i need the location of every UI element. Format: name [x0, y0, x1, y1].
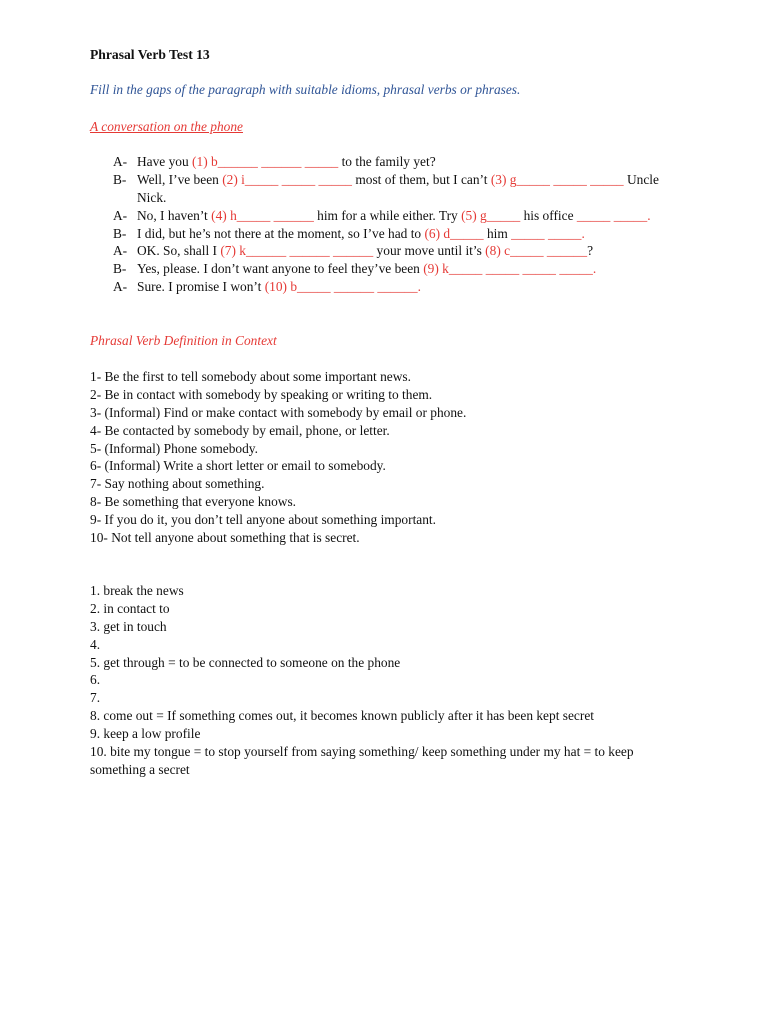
answer-item: 5. get through = to be connected to someone on the phone: [90, 654, 401, 670]
gap-blank: (6) d_____: [424, 225, 484, 241]
gap-blank: (1) b______ ______ _____: [192, 154, 339, 169]
dialogue-line: [113, 171, 713, 189]
definition-item: 3- (Informal) Find or make contact with somebody by email or phone.: [90, 404, 467, 420]
dialogue-line: [113, 207, 713, 225]
definition-item: 1- Be the first to tell somebody about some important news.: [90, 369, 411, 384]
dialogue-line: [113, 242, 713, 260]
answer-item: 9. keep a low profile: [90, 726, 201, 742]
dialogue-fragment: Yes, please. I don’t want anyone to feel they’ve been: [137, 261, 424, 277]
definitions-title: Phrasal Verb Definition in Context: [90, 333, 277, 348]
dialogue-line: [113, 225, 713, 243]
gap-blank: (4) h_____ ______: [211, 207, 314, 223]
answer-item: 3. get in touch: [90, 618, 167, 634]
definition-item: 7- Say nothing about something.: [90, 476, 265, 492]
gap-blank: (3) g_____ _____ _____: [490, 171, 624, 187]
speaker-label: A-: [113, 154, 128, 169]
dialogue-fragment: Uncle: [623, 171, 659, 187]
gap-blank: (9) k_____ _____ _____ _____.: [423, 261, 597, 277]
gap-blank: _____ _____.: [511, 225, 585, 241]
instructions: Fill in the gaps of the paragraph with suitable idioms, phrasal verbs or phrases.: [90, 82, 521, 97]
definition-item: 10- Not tell anyone about something that is secret.: [90, 530, 360, 546]
definition-item: 5- (Informal) Phone somebody.: [90, 440, 258, 456]
definition-item: 9- If you do it, you don’t tell anyone about something important.: [90, 512, 436, 528]
gap-blank: (5) g_____: [461, 207, 521, 223]
dialogue-fragment: Nick.: [137, 189, 167, 205]
dialogue-fragment: most of them, but I can’t: [352, 171, 491, 187]
dialogue-text: [137, 189, 166, 207]
dialogue-text: [137, 242, 593, 260]
answer-item: 10. bite my tongue = to stop yourself from saying something/ keep something under my hat = to keep something a secret: [90, 744, 634, 777]
dialogue-text: [137, 153, 436, 171]
definition-item: 2- Be in contact with somebody by speaking or writing to them.: [90, 386, 433, 402]
dialogue-line: [113, 278, 713, 296]
gap-blank: _____ _____.: [576, 207, 651, 223]
speaker-label: A-: [113, 243, 128, 259]
dialogue-line: [113, 260, 713, 278]
dialogue-text: [137, 278, 421, 296]
speaker-label: A-: [113, 279, 128, 295]
gap-blank: (10) b_____ ______ ______.: [264, 279, 421, 295]
definitions-list: [90, 368, 466, 547]
answer-item: 2. in contact to: [90, 600, 170, 616]
answer-item: 7.: [90, 690, 101, 706]
dialogue-fragment: him for a while either. Try: [313, 207, 462, 223]
dialogue-text: [137, 207, 651, 225]
gap-blank: (2) i_____ _____ _____: [222, 171, 352, 187]
page-title: Phrasal Verb Test 13: [90, 47, 210, 62]
speaker-label: B-: [113, 225, 127, 241]
dialogue-fragment: his office: [520, 207, 577, 223]
dialogue-fragment: Well, I’ve been: [137, 171, 223, 187]
answers-list: [90, 582, 690, 779]
answer-item: 1. break the news: [90, 583, 184, 598]
gap-blank: (7) k______ ______ ______: [220, 243, 374, 259]
dialogue-text: [137, 225, 585, 243]
dialogue-fragment: your move until it’s: [373, 243, 486, 259]
definition-item: 4- Be contacted by somebody by email, phone, or letter.: [90, 422, 390, 438]
dialogue-fragment: Have you: [137, 154, 193, 169]
dialogue-line: [113, 153, 713, 171]
dialogue-fragment: Sure. I promise I won’t: [137, 279, 265, 295]
dialogue-fragment: OK. So, shall I: [137, 243, 221, 259]
dialogue-text: [137, 171, 659, 189]
dialogue-fragment: to the family yet?: [338, 154, 436, 169]
speaker-label: B-: [113, 261, 127, 277]
section-title: A conversation on the phone: [90, 119, 243, 134]
answer-item: 4.: [90, 636, 101, 652]
dialogue-fragment: him: [483, 225, 512, 241]
answer-item: 8. come out = If something comes out, it becomes known publicly after it has been kept secret: [90, 708, 594, 724]
dialogue-fragment: No, I haven’t: [137, 207, 212, 223]
dialogue-fragment: ?: [587, 243, 594, 259]
dialogue: [113, 153, 713, 296]
dialogue-text: [137, 260, 596, 278]
speaker-label: B-: [113, 171, 127, 187]
dialogue-fragment: I did, but he’s not there at the moment, so I’ve had to: [137, 225, 425, 241]
answer-item: 6.: [90, 672, 101, 688]
definition-item: 6- (Informal) Write a short letter or email to somebody.: [90, 458, 386, 474]
gap-blank: (8) c_____ ______: [485, 243, 588, 259]
speaker-label: A-: [113, 207, 128, 223]
definition-item: 8- Be something that everyone knows.: [90, 494, 297, 510]
dialogue-line: [113, 189, 713, 207]
